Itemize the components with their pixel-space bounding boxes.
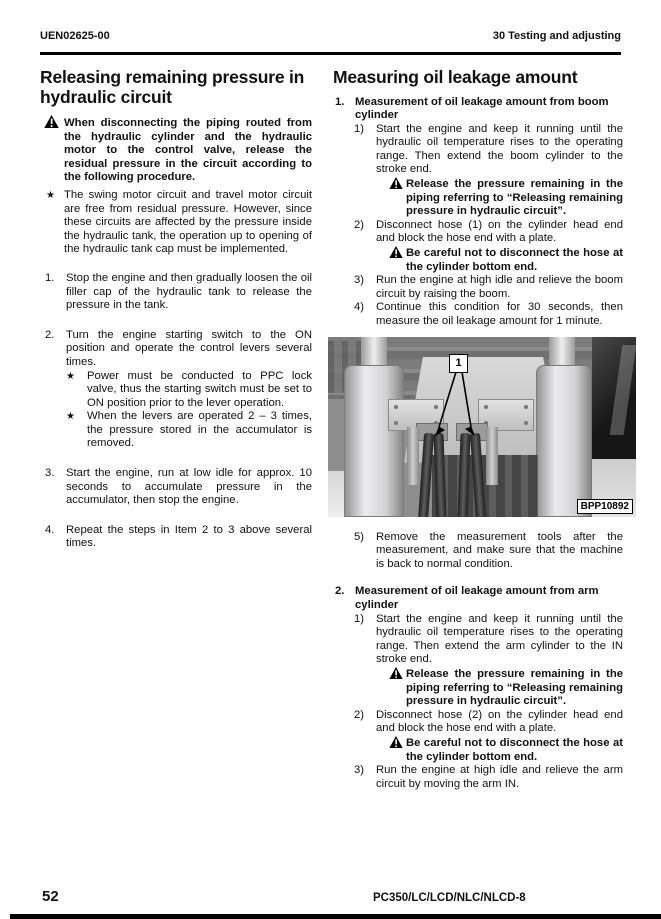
star-note xyxy=(40,189,312,257)
callout-arrows xyxy=(328,337,636,517)
substep-item xyxy=(333,301,623,328)
step-text: Repeat the steps in Item 2 to 3 above several times. xyxy=(66,523,312,550)
header-rule xyxy=(40,52,621,55)
substep-item xyxy=(333,531,623,572)
star-marker: ★ xyxy=(66,370,75,382)
warning-icon xyxy=(389,177,403,189)
step-number: 4. xyxy=(45,523,55,536)
star-marker: ★ xyxy=(66,411,75,423)
star-marker: ★ xyxy=(46,189,55,201)
section-heading-left: Releasing remaining pressure in hydraulic circuit xyxy=(40,67,305,107)
substep-number: 1) xyxy=(354,612,365,625)
warning-note xyxy=(376,177,623,219)
section-title: Measurement of oil leakage amount from boom cylinder xyxy=(355,95,609,122)
substep-number: 4) xyxy=(354,301,365,314)
substep-text: Start the engine and keep it running until the hydraulic oil temperature rises to the operating range. Then extend the arm cylinder to the IN stroke end. xyxy=(376,612,623,666)
warning-text: When disconnecting the piping routed from the hydraulic cylinder and the hydraulic motor to the control valve, release the residual pressure in the circuit according to the following procedure. xyxy=(64,117,312,184)
step-text: Start the engine, run at low idle for approx. 10 seconds to accumulate pressure in the accumulator, then stop the engine. xyxy=(66,467,312,507)
step-number: 3. xyxy=(45,467,55,480)
right-column xyxy=(333,67,629,805)
section-number: 1. xyxy=(335,95,345,108)
substep-text: Disconnect hose (2) on the cylinder head end and block the hose end with a plate. xyxy=(376,708,623,735)
photo-id-tag: BPP10892 xyxy=(577,499,633,514)
section-number: 2. xyxy=(335,585,345,598)
step-item xyxy=(40,467,312,508)
header-section-title: 30 Testing and adjusting xyxy=(492,30,621,42)
substep-text: Continue this condition for 30 seconds, then measure the oil leakage amount for 1 minute. xyxy=(376,301,623,327)
warning-icon xyxy=(389,246,403,258)
procedure-section xyxy=(333,95,629,572)
step-item xyxy=(40,272,312,313)
left-column xyxy=(40,68,312,567)
photo-boom-cylinder-hoses xyxy=(328,337,636,517)
header-doc-code: UEN02625-00 xyxy=(40,30,110,42)
substep-number: 3) xyxy=(354,274,365,287)
step-item xyxy=(40,329,312,451)
star-note xyxy=(66,410,312,451)
star-note-text: The swing motor circuit and travel motor circuit are free from residual pressure. However, since these circuits are affected by the pressure inside the hydraulic tank, the operation up to opening of the hydraulic tank cap must be implemented. xyxy=(64,188,312,256)
star-note-text: Power must be conducted to PPC lock valve, thus the starting switch must be set to ON position prior to the lever operation. xyxy=(87,369,312,409)
section-heading-right: Measuring oil leakage amount xyxy=(333,67,578,87)
warning-note xyxy=(40,115,312,185)
substep-text: Remove the measurement tools after the measurement, and make sure that the machine is back to normal condition. xyxy=(376,530,623,570)
star-note-text: When the levers are operated 2 – 3 times, the pressure stored in the accumulator is removed. xyxy=(87,410,312,450)
substep-item xyxy=(333,613,623,709)
substep-item xyxy=(333,219,623,274)
substep-number: 3) xyxy=(354,764,365,777)
substep-item xyxy=(333,764,623,791)
substep-text: Run the engine at high idle and relieve the boom circuit by raising the boom. xyxy=(376,274,623,300)
callout-label: 1 xyxy=(449,354,468,373)
substep-item xyxy=(333,274,623,301)
substep-text: Run the engine at high idle and relieve the arm circuit by moving the arm IN. xyxy=(376,764,623,790)
substep-number: 5) xyxy=(354,530,365,543)
footer-model-code: PC350/LC/LCD/NLC/NLCD-8 xyxy=(373,892,526,904)
substep-text: Start the engine and keep it running until the hydraulic oil temperature rises to the operating range. Then extend the boom cylinder to the stroke end. xyxy=(376,122,623,176)
substep-item xyxy=(333,123,623,219)
warning-icon xyxy=(44,115,59,128)
warning-text: Release the pressure remaining in the piping referring to “Releasing remaining pressure in hydraulic circuit”. xyxy=(406,667,623,708)
substep-number: 1) xyxy=(354,122,365,135)
step-item xyxy=(40,524,312,551)
step-text: Stop the engine and then gradually loosen the oil filler cap of the hydraulic tank to release the pressure in the tank. xyxy=(66,271,312,312)
warning-text: Be careful not to disconnect the hose at the cylinder bottom end. xyxy=(406,247,623,273)
step-number: 2. xyxy=(45,328,55,341)
warning-note xyxy=(376,246,623,274)
warning-icon xyxy=(389,667,403,679)
warning-note xyxy=(376,736,623,764)
warning-note xyxy=(376,667,623,709)
substep-number: 2) xyxy=(354,708,365,721)
section-head xyxy=(333,585,623,612)
step-text: Turn the engine starting switch to the ON position and operate the control levers several times. xyxy=(66,328,312,368)
procedure-section xyxy=(333,585,623,791)
footer-page-number: 52 xyxy=(42,888,59,905)
page-bottom-bar xyxy=(10,914,661,919)
substep-number: 2) xyxy=(354,218,365,231)
substep-item xyxy=(333,709,623,764)
page-header xyxy=(40,30,621,42)
warning-text: Release the pressure remaining in the piping referring to “Releasing remaining pressure in hydraulic circuit”. xyxy=(406,178,623,218)
substep-text: Disconnect hose (1) on the cylinder head end and block the hose end with a plate. xyxy=(376,218,623,245)
warning-text: Be careful not to disconnect the hose at the cylinder bottom end. xyxy=(406,736,623,763)
section-title: Measurement of oil leakage amount from arm cylinder xyxy=(355,585,599,611)
star-note xyxy=(66,370,312,411)
step-number: 1. xyxy=(45,271,55,284)
warning-icon xyxy=(389,736,403,748)
section-head xyxy=(333,96,623,123)
